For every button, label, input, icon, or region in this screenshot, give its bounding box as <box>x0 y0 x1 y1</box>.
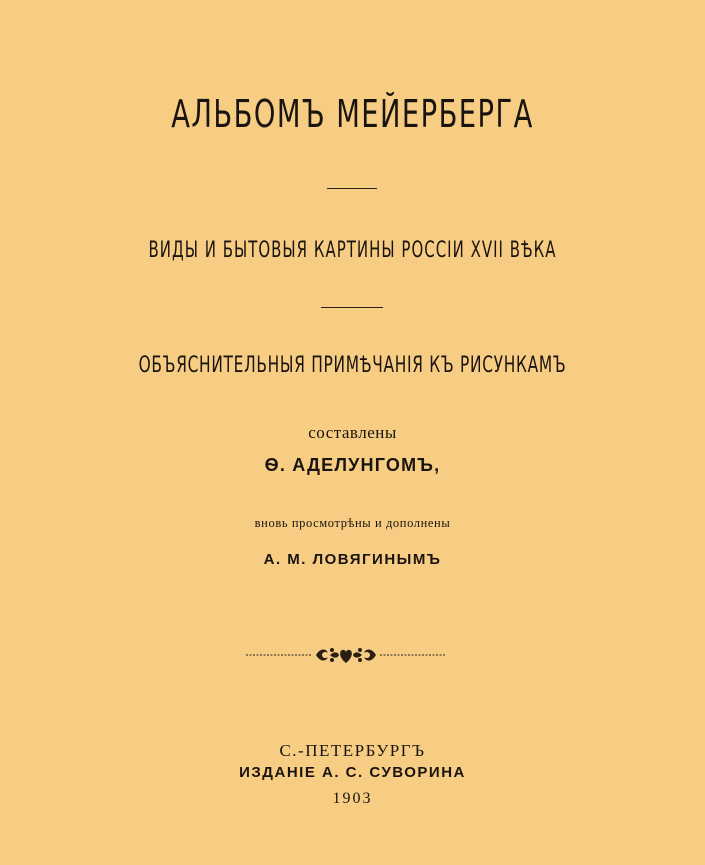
imprint-publisher: ИЗДАНІЕ А. С. СУВОРИНА <box>239 764 466 781</box>
revised-by-label: вновь просмотрѣны и дополнены <box>254 516 451 530</box>
compiler-name: Ѳ. АДЕЛУНГОМЪ, <box>264 455 441 475</box>
section-heading: ОБЪЯСНИТЕЛЬНЫЯ ПРИМѢЧАНІЯ КЪ РИСУНКАМЪ <box>138 353 567 378</box>
book-subtitle: ВИДЫ И БЫТОВЫЯ КАРТИНЫ РОССІИ XVII ВѢКА <box>148 238 557 263</box>
divider-rule-middle <box>321 307 383 308</box>
book-title: АЛЬБОМЪ МЕЙЕРБЕРГА <box>171 92 534 136</box>
imprint-year: 1903 <box>332 790 373 807</box>
divider-rule-top <box>327 188 377 189</box>
compiled-by-label: составлены <box>308 423 397 442</box>
floral-heart-ornament-icon <box>246 642 446 668</box>
reviser-name: А. М. ЛОВЯГИНЫМЪ <box>263 551 442 568</box>
imprint-city: С.-ПЕТЕРБУРГЪ <box>279 741 426 760</box>
